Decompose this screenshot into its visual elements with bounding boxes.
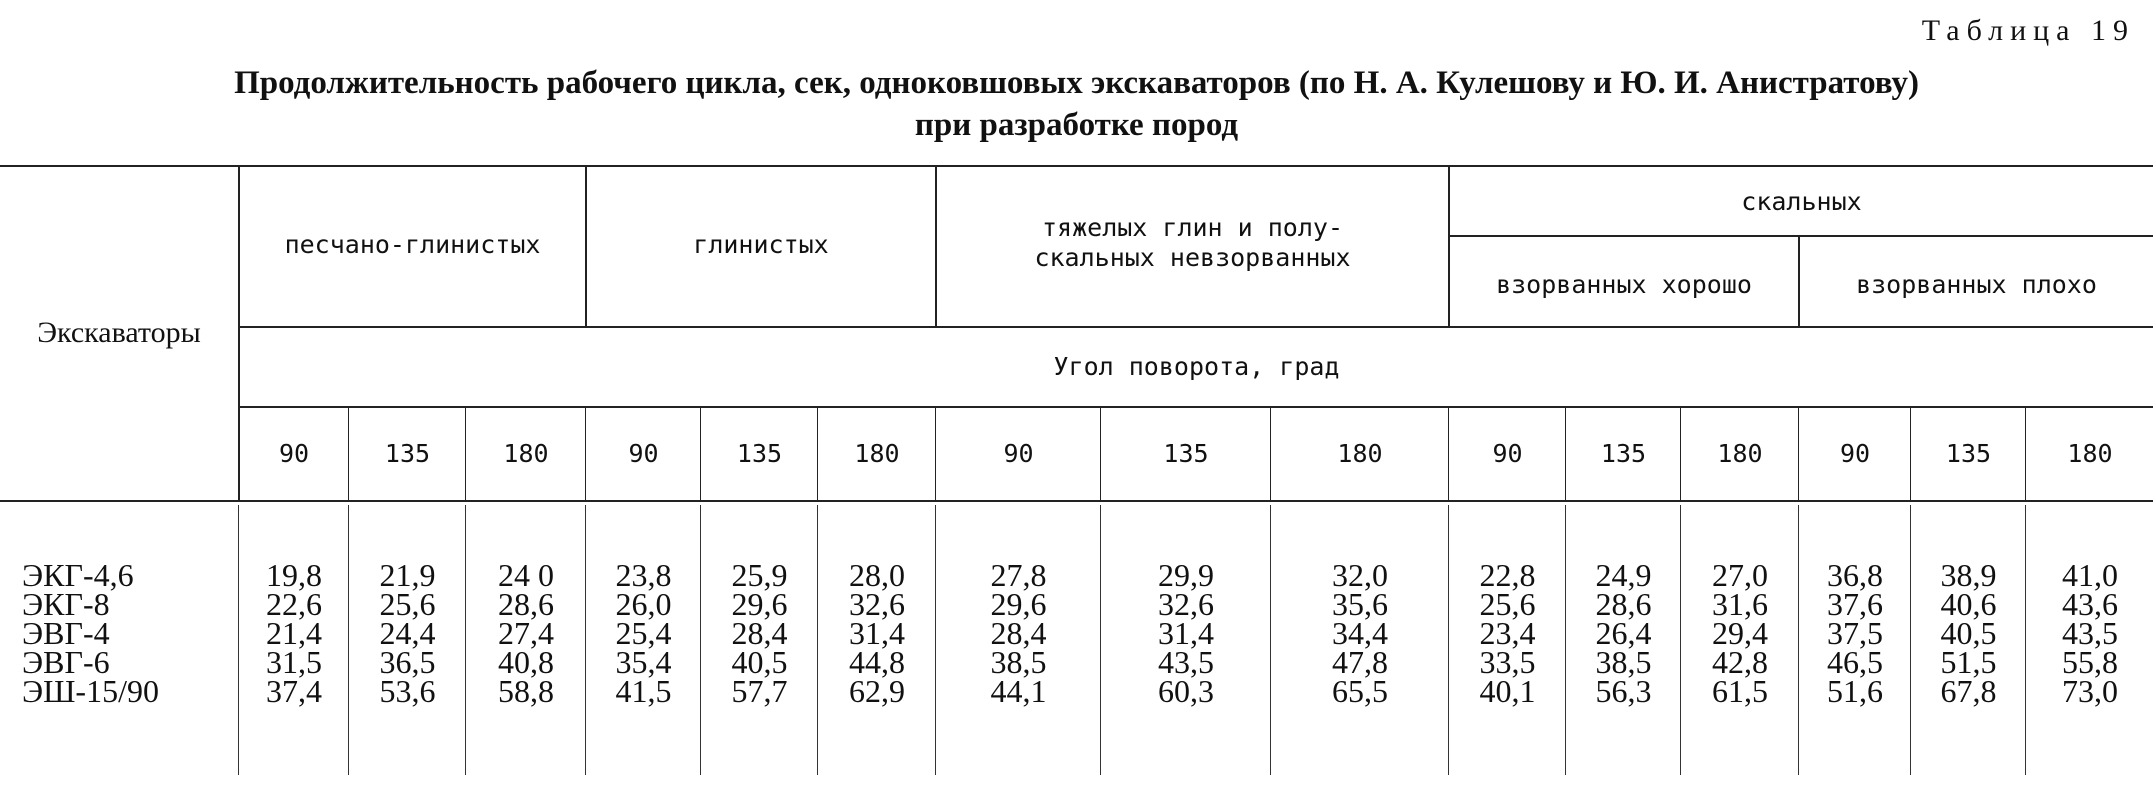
table-cell: 22,8 — [1479, 557, 1536, 593]
angle-header-cell: 135 — [1945, 439, 1992, 468]
body-col-separator — [935, 505, 936, 775]
table-cell: 22,6 — [266, 586, 322, 622]
row-label-evg-6: ЭВГ-6 — [22, 644, 110, 680]
angle-col-separator — [2025, 406, 2026, 500]
table-cell: 40,1 — [1479, 673, 1536, 709]
table-cell: 31,5 — [266, 644, 322, 680]
table-cell: 27,0 — [1712, 557, 1768, 593]
table-cell: 23,4 — [1479, 615, 1536, 651]
table-cell: 24 0 — [498, 557, 554, 593]
table-cell: 29,9 — [1158, 557, 1214, 593]
body-col-separator — [1798, 505, 1799, 775]
table-cell: 40,8 — [498, 644, 554, 680]
body-col-separator — [348, 505, 349, 775]
table-cell: 32,0 — [1332, 557, 1388, 593]
table-cell: 58,8 — [498, 673, 554, 709]
table-cell: 26,4 — [1595, 615, 1652, 651]
table-cell: 23,8 — [615, 557, 672, 593]
row-label-ekg-46: ЭКГ-4,6 — [22, 557, 134, 593]
body-col-separator — [1680, 505, 1681, 775]
table-cell: 44,1 — [990, 673, 1047, 709]
angle-header-cell: 180 — [1717, 439, 1763, 468]
angle-col-separator — [1680, 406, 1681, 500]
table-cell: 41,0 — [2062, 557, 2118, 593]
table-cell: 56,3 — [1595, 673, 1652, 709]
angle-col-separator — [1448, 406, 1449, 500]
table-cell: 51,6 — [1827, 673, 1883, 709]
table-cell: 29,4 — [1712, 615, 1768, 651]
angle-col-separator — [1798, 406, 1799, 500]
angle-header-cell: 135 — [384, 439, 431, 468]
table-cell: 26,0 — [615, 586, 672, 622]
rule-header-bottom — [0, 500, 2153, 502]
angle-col-separator — [1910, 406, 1911, 500]
header-sand-clay: песчано-глинистых — [284, 230, 541, 259]
angle-col-separator — [1565, 406, 1566, 500]
table-cell: 25,6 — [1479, 586, 1536, 622]
table-cell: 28,4 — [731, 615, 788, 651]
table-cell: 34,4 — [1332, 615, 1388, 651]
body-label-separator — [238, 505, 239, 775]
angle-header-cell: 90 — [628, 439, 659, 468]
table-cell: 27,8 — [990, 557, 1047, 593]
table-cell: 38,5 — [990, 644, 1047, 680]
header-blasted-good: взорванных хорошо — [1496, 270, 1752, 299]
table-cell: 73,0 — [2062, 673, 2118, 709]
angle-header-cell: 90 — [278, 439, 310, 468]
table-cell: 38,9 — [1940, 557, 1997, 593]
row-label-esh-1590: ЭШ-15/90 — [22, 673, 159, 709]
table-cell: 67,8 — [1940, 673, 1997, 709]
body-col-separator — [1100, 505, 1101, 775]
table-title — [0, 62, 2153, 146]
table-cell: 28,4 — [990, 615, 1047, 651]
table-cell: 41,5 — [615, 673, 672, 709]
table-cell: 31,4 — [1158, 615, 1214, 651]
angle-header-cell: 180 — [2067, 439, 2113, 468]
table-cell: 33,5 — [1479, 644, 1536, 680]
table-cell: 65,5 — [1332, 673, 1388, 709]
table-cell: 27,4 — [498, 615, 554, 651]
header-angle: Угол поворота, град — [1053, 352, 1340, 381]
table-cell: 37,4 — [266, 673, 322, 709]
table-cell: 21,9 — [379, 557, 436, 593]
table-cell: 29,6 — [990, 586, 1047, 622]
table-cell: 40,5 — [1940, 615, 1997, 651]
angle-header-cell: 180 — [1337, 439, 1383, 468]
table-cell: 62,9 — [849, 673, 905, 709]
table-cell: 25,6 — [379, 586, 436, 622]
table-cell: 57,7 — [731, 673, 788, 709]
body-col-separator — [2025, 505, 2026, 775]
header-heavy-line-2: скальных невзорванных — [1034, 243, 1351, 272]
table-cell: 24,9 — [1595, 557, 1652, 593]
angle-header-cell: 90 — [1492, 439, 1523, 468]
table-cell: 31,6 — [1712, 586, 1768, 622]
table-cell: 21,4 — [266, 615, 322, 651]
title-line-2: при разработке пород — [914, 107, 1239, 143]
angle-col-separator — [700, 406, 701, 500]
table-cell: 55,8 — [2062, 644, 2118, 680]
table-cell: 37,6 — [1827, 586, 1883, 622]
table-cell: 32,6 — [849, 586, 905, 622]
table-cell: 31,4 — [849, 615, 905, 651]
angle-col-separator — [1270, 406, 1271, 500]
table-cell: 44,8 — [849, 644, 905, 680]
angle-header-cell: 90 — [1839, 439, 1871, 468]
angle-header-cell: 180 — [854, 439, 900, 468]
body-col-separator — [585, 505, 586, 775]
header-heavy-line-1: тяжелых глин и полу- — [1041, 213, 1344, 242]
table-cell: 35,4 — [615, 644, 672, 680]
table-cell: 43,6 — [2062, 586, 2118, 622]
table-cell: 24,4 — [379, 615, 436, 651]
table-cell: 37,5 — [1827, 615, 1883, 651]
angle-col-separator — [935, 406, 936, 500]
header-blasted-bad: взорванных плохо — [1856, 270, 2097, 299]
table-cell: 25,9 — [731, 557, 788, 593]
table-cell: 43,5 — [2062, 615, 2118, 651]
angle-col-separator — [585, 406, 586, 500]
table-cell: 35,6 — [1332, 586, 1388, 622]
body-col-separator — [1910, 505, 1911, 775]
rule-top — [0, 165, 2153, 167]
header-heavy-clay — [937, 208, 1448, 278]
table-cell: 38,5 — [1595, 644, 1652, 680]
table-cell: 28,6 — [498, 586, 554, 622]
table-cell: 25,4 — [615, 615, 672, 651]
angle-col-separator — [817, 406, 818, 500]
row-label-ekg-8: ЭКГ-8 — [22, 586, 110, 622]
body-col-separator — [1270, 505, 1271, 775]
header-rocky: скальных — [1741, 187, 1862, 216]
table-cell: 28,0 — [849, 557, 905, 593]
body-col-separator — [1448, 505, 1449, 775]
angle-header-cell: 135 — [736, 439, 783, 468]
table-cell: 61,5 — [1712, 673, 1768, 709]
table-cell: 43,5 — [1158, 644, 1214, 680]
angle-header-cell: 180 — [503, 439, 549, 468]
body-col-separator — [465, 505, 466, 775]
table-cell: 28,6 — [1595, 586, 1652, 622]
table-cell: 19,8 — [266, 557, 322, 593]
table-cell: 53,6 — [379, 673, 436, 709]
table-cell: 46,5 — [1827, 644, 1883, 680]
table-cell: 36,8 — [1827, 557, 1883, 593]
angle-header-cell: 135 — [1600, 439, 1647, 468]
table-cell: 32,6 — [1158, 586, 1214, 622]
body-col-separator — [1565, 505, 1566, 775]
angle-header-cell: 135 — [1163, 439, 1209, 468]
table-cell: 47,8 — [1332, 644, 1388, 680]
header-clay: глинистых — [693, 230, 829, 259]
table-cell: 36,5 — [379, 644, 436, 680]
table-cell: 51,5 — [1940, 644, 1997, 680]
body-col-separator — [700, 505, 701, 775]
header-excavators: Экскаваторы — [37, 316, 201, 349]
table-cell: 40,6 — [1940, 586, 1997, 622]
row-label-evg-4: ЭВГ-4 — [22, 615, 110, 651]
table-cell: 60,3 — [1158, 673, 1214, 709]
rule-rocky-under — [1448, 235, 2153, 237]
angle-header-cell: 90 — [1003, 439, 1034, 468]
angle-col-separator — [1100, 406, 1101, 500]
title-line-1: Продолжительность рабочего цикла, сек, одноковшовых экскаваторов (по Н. А. Кулешову и Ю. И. Анистратову) — [234, 65, 1919, 101]
table-cell: 40,5 — [731, 644, 788, 680]
table-cell: 42,8 — [1712, 644, 1768, 680]
table-number: Таблица 19 — [1921, 14, 2135, 47]
rule-angle-top — [240, 326, 2153, 328]
rule-angle-bottom — [240, 406, 2153, 408]
body-col-separator — [817, 505, 818, 775]
angle-col-separator — [465, 406, 466, 500]
table-cell: 29,6 — [731, 586, 788, 622]
angle-col-separator — [348, 406, 349, 500]
